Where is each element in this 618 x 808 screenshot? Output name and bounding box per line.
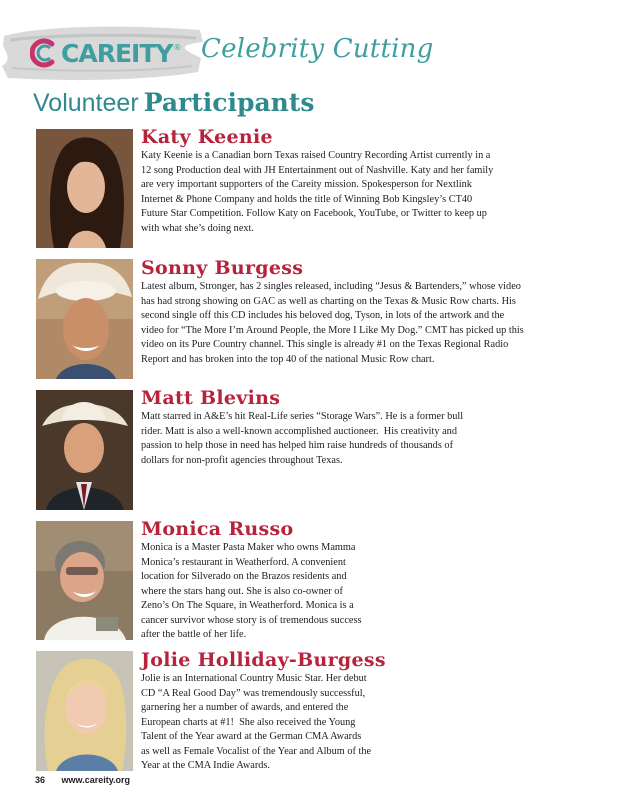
page-number: 36 — [35, 775, 46, 785]
participant-bio: Jolie is an International Country Music Star. Her debut CD “A Real Good Day” was tremendously successful, garnering her a number of awards, and entered the European charts at #1! She also received the Young Talent of the Year award at the German CMA Awards as well as Female Vocalist of the Year and Album of the Year at the CMA Indie Awards. — [141, 673, 372, 771]
participant-photo — [36, 521, 133, 640]
logo-trademark: ® — [173, 42, 182, 52]
participant-bio: Monica is a Master Pasta Maker who owns Mamma Monica’s restaurant in Weatherford. A convenient location for Silverado on the Brazos residents and where the stars hang out. She is also co-owner of Zeno’s On The Square, in Weatherford. Monica is a cancer survivor whose story is of tremendous success after the battle of her life. — [141, 542, 362, 640]
careity-logo-mark-icon — [30, 38, 58, 68]
participant-photo — [36, 129, 133, 248]
website-link[interactable]: www.careity.org — [61, 775, 131, 785]
participant-name: Jolie Holliday-Burgess — [141, 649, 386, 671]
page-footer — [35, 775, 130, 785]
participant-name: Sonny Burgess — [141, 257, 304, 279]
logo-wordmark: CAREITY — [61, 38, 173, 68]
participant-name: Matt Blevins — [141, 387, 281, 409]
section-title-light: Volunteer — [33, 89, 139, 117]
section-title-bold: Participants — [143, 88, 315, 117]
participant-bio: Katy Keenie is a Canadian born Texas raised Country Recording Artist currently in a 12 song Production deal with JH Entertainment out of Nashville. Katy and her family are very important supporters of the Careity mission. Spokesperson for Nextlink Internet & Phone Company and holds the title of Winning Bob Kingsley’s CT40 Future Star Competition. Follow Katy on Facebook, YouTube, or Twitter to keep up with what she’s doing next. — [141, 150, 494, 234]
participant-photo — [36, 390, 133, 510]
participant-name: Monica Russo — [141, 518, 294, 540]
participant-name: Katy Keenie — [141, 126, 273, 148]
participant-bio: Matt starred in A&E’s hit Real-Life series “Storage Wars”. He is a former bull rider. Matt is also a well-known accomplished auctioneer. His creativity and passion to help those in need has helped him raise hundreds of thousands of dollars for non-profit agencies throughout Texas. — [141, 411, 464, 466]
section-title — [33, 88, 314, 118]
participant-photo — [36, 259, 133, 379]
participant-bio: Latest album, Stronger, has 2 singles released, including “Jesus & Bartenders,” whose video has had strong showing on GAC as well as charting on the Texas & Music Row charts. His second single off this CD includes his beloved dog, Tyson, in lots of the artwork and the video for “The More I’m Around People, the More I Like My Dog.” CMT has picked up this video on its Pure Country channel. This single is already #1 on the Texas Regional Radio Report and has broken into the top 40 of the national Music Row chart. — [141, 281, 524, 365]
participant-photo — [36, 651, 133, 771]
careity-logo — [30, 36, 181, 70]
page-tagline: Celebrity Cutting — [201, 34, 434, 64]
